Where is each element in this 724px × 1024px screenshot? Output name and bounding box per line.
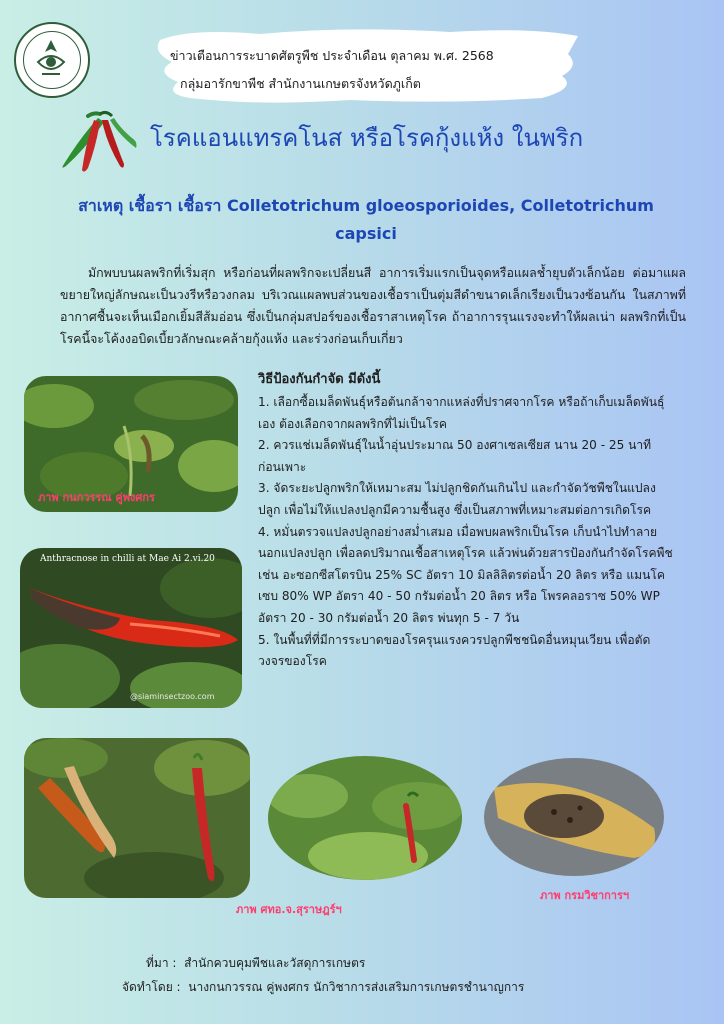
- author-text: นางกนกวรรณ คู่พงศกร นักวิชาการส่งเสริมการเกษตรชำนาญการ: [188, 980, 525, 994]
- photo-chili-plant: [24, 376, 238, 512]
- prevention-item: 1. เลือกซื้อเมล็ดพันธุ์หรือต้นกล้าจากแหล่งที่ปราศจากโรค หรือถ้าเก็บเมล็ดพันธุ์เอง ต้องเลือกจากผลพริกที่ไม่เป็นโรค: [258, 395, 665, 431]
- logo-emblem-icon: [23, 31, 81, 89]
- photo-5-caption: ภาพ กรมวิชาการฯ: [540, 889, 630, 902]
- photo-2-watermark: @siaminsectzoo.com: [130, 692, 215, 701]
- photo-dried-chilies: [24, 738, 250, 898]
- source-line: [146, 954, 365, 973]
- photo-2-overlay-text: Anthracnose in chilli at Mae Ai 2.vi.20: [40, 554, 215, 564]
- source-label: ที่มา :: [146, 956, 177, 970]
- prevention-list: [258, 392, 676, 673]
- photo-anthracnose-chili: [20, 548, 242, 708]
- author-label: จัดทำโดย :: [122, 980, 181, 994]
- chili-illustration: [50, 108, 138, 176]
- department-logo: [14, 22, 90, 98]
- prevention-item: 3. จัดระยะปลูกพริกให้เหมาะสม ไม่ปลูกชิดกันเกินไป และกำจัดวัชพืชในแปลงปลูก เพื่อไม่ให้แปลงปลูกมีความชื้นสูง ซึ่งเป็นสภาพที่เหมาะสมต่อการเกิดโรค: [258, 481, 656, 517]
- header-banner: [150, 24, 582, 106]
- symptom-paragraph: มักพบบนผลพริกที่เริ่มสุก หรือก่อนที่ผลพริกจะเปลี่ยนสี อาการเริ่มแรกเป็นจุดหรือแผลช้ำยุบตัวเล็กน้อย ต่อมาแผลขยายใหญ่ลักษณะเป็นวงรีหรือวงกลม บริเวณแผลพบส่วนของเชื้อราเป็นตุ่มสีดำขนาดเล็กเรียงเป็นวงซ้อนกัน ในสภาพที่อากาศชื้นจะเห็นเมือกเยิ้มสีส้มอ่อน ซึ่งเป็นกลุ่มสปอร์ของเชื้อราสาเหตุโรค ถ้าอาการรุนแรงจะทำให้ผลเน่า ผลพริกที่เป็นโรคนี้จะโค้งงอบิดเบี้ยวลักษณะคล้ายกุ้งแห้ง และร่วงก่อนเก็บเกี่ยว: [60, 265, 686, 346]
- prevention-heading: วิธีป้องกันกำจัด มีดังนี้: [258, 372, 381, 387]
- photo-1-caption: ภาพ กนกวรรณ คู่พงศกร: [38, 491, 155, 504]
- photo-chili-field: [268, 756, 462, 880]
- header-line-1: ข่าวเตือนการระบาดศัตรูพืช ประจำเดือน ตุลาคม พ.ศ. 2568: [170, 48, 494, 63]
- source-text: สำนักควบคุมพืชและวัสดุการเกษตร: [184, 956, 366, 970]
- prevention-item: 5. ในพื้นที่ที่มีการระบาดของโรครุนแรงควรปลูกพืชชนิดอื่นหมุนเวียน เพื่อตัดวงจรของโรค: [258, 632, 651, 669]
- photo-lesion-closeup: [484, 758, 664, 876]
- prevention-item: 4. หมั่นตรวจแปลงปลูกอย่างสม่ำเสมอ เมื่อพบผลพริกเป็นโรค เก็บนำไปทำลายนอกแปลงปลูก เพื่อลดปริมาณเชื้อสาเหตุโรค แล้วพ่นด้วยสารป้องกันกำจัดโรคพืช เช่น อะซอกซีสโตรบิน 25% SC อัตรา 10 มิลลิลิตรต่อน้ำ 20 ลิตร หรือ แมนโคเซบ 80% WP อัตรา 40 - 50 กรัมต่อน้ำ 20 ลิตร หรือ โพรคลอราซ 50% WP อัตรา 20 - 30 กรัมต่อน้ำ 20 ลิตร พ่นทุก 5 - 7 วัน: [258, 524, 673, 625]
- header-line-2: กลุ่มอารักขาพืช สำนักงานเกษตรจังหวัดภูเก็ต: [180, 76, 421, 91]
- author-line: [122, 978, 524, 997]
- prevention-item: 2. ควรแช่เมล็ดพันธุ์ในน้ำอุ่นประมาณ 50 องศาเซลเซียส นาน 20 - 25 นาที ก่อนเพาะ: [258, 438, 652, 474]
- page-title: โรคแอนแทรคโนส หรือโรคกุ้งแห้ง ในพริก: [150, 124, 584, 152]
- photo-4-caption: ภาพ ศทอ.จ.สุราษฎร์ฯ: [236, 903, 342, 916]
- cause-heading: สาเหตุ เชื้อรา เชื้อรา Colletotrichum gloeosporioides, Colletotrichum capsici: [78, 196, 654, 243]
